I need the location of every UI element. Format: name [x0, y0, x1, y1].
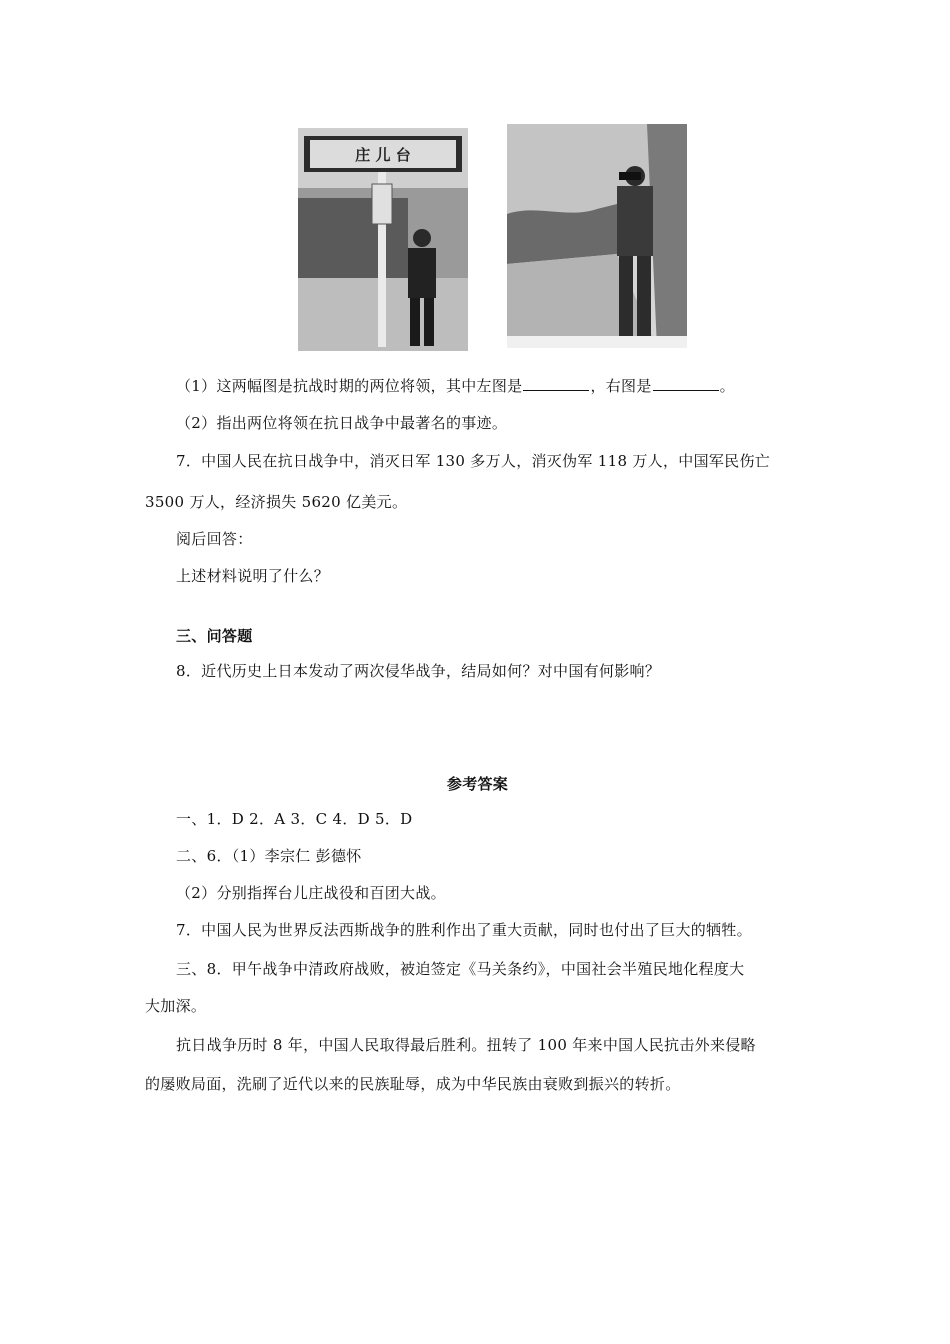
answers-q8-line4: 的屡败局面，洗刷了近代以来的民族耻辱，成为中华民族由衰败到振兴的转折。 [145, 1075, 681, 1093]
answers-q7: 7．中国人民为世界反法西斯战争的胜利作出了重大贡献，同时也付出了巨大的牺牲。 [176, 921, 752, 939]
answers-q6-2: （2）分别指挥台儿庄战役和百团大战。 [176, 884, 446, 902]
right-photo-image [507, 124, 687, 348]
q6-part1 [176, 376, 810, 396]
answers-part1: 一、1．D 2．A 3．C 4．D 5．D [176, 810, 413, 828]
answer-blank-right[interactable] [653, 376, 719, 391]
right-photo [507, 124, 687, 348]
sign-text: 庄 儿 台 [355, 146, 411, 164]
q6-part1-end: 。 [719, 377, 735, 395]
section3-heading: 三、问答题 [176, 627, 253, 645]
q7-line1: 7．中国人民在抗日战争中，消灭日军 130 多万人，消灭伪军 118 万人，中国军民伤亡 [176, 452, 771, 470]
q6-part2: （2）指出两位将领在抗日战争中最著名的事迹。 [176, 414, 508, 432]
answers-q8-line2: 大加深。 [145, 997, 207, 1015]
q6-part1-prefix: （1）这两幅图是抗战时期的两位将领，其中左图是 [176, 377, 523, 395]
answers-q8-line1: 三、8．甲午战争中清政府战败，被迫签定《马关条约》，中国社会半殖民地化程度大 [176, 960, 745, 978]
q7-line2: 3500 万人，经济损失 5620 亿美元。 [145, 493, 408, 511]
q8-question: 8．近代历史上日本发动了两次侵华战争，结局如何？对中国有何影响？ [176, 662, 661, 680]
answer-blank-left[interactable] [523, 376, 589, 391]
left-photo-image [298, 128, 468, 351]
answers-q8-line3: 抗日战争历时 8 年，中国人民取得最后胜利。扭转了 100 年来中国人民抗击外来侵略 [176, 1036, 756, 1054]
q7-prompt: 阅后回答： [176, 530, 253, 548]
answers-title: 参考答案 [446, 775, 509, 793]
q7-question: 上述材料说明了什么？ [176, 567, 330, 585]
left-photo [298, 128, 468, 351]
answers-q6-1: 二、6．（1）李宗仁 彭德怀 [176, 847, 362, 865]
q6-part1-mid: ，右图是 [590, 377, 652, 395]
